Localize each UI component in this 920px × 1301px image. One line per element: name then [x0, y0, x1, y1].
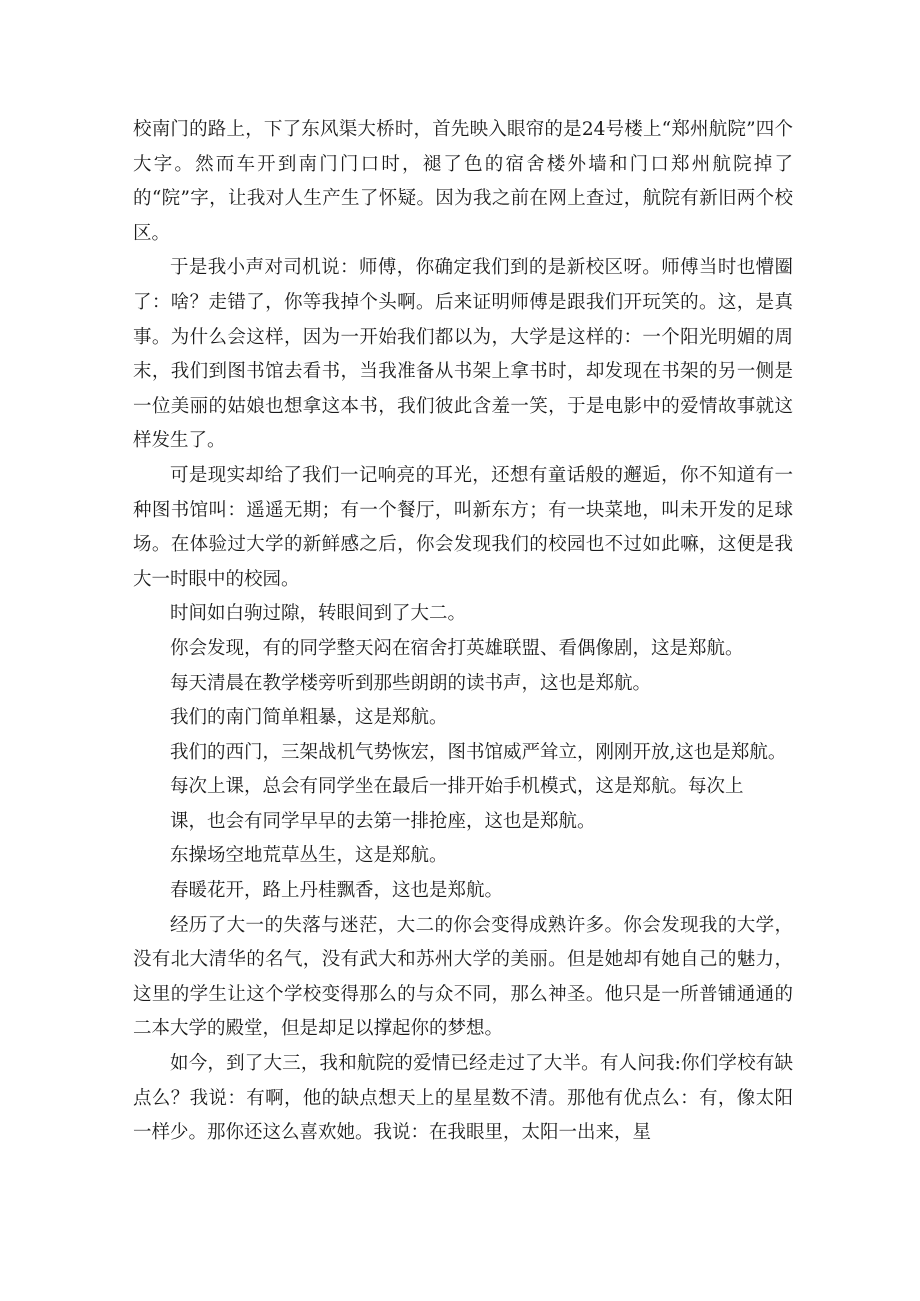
paragraph-5: 你会发现，有的同学整天闷在宿舍打英雄联盟、看偶像剧，这是郑航。 [170, 637, 744, 659]
paragraph-7: 我们的南门简单粗暴，这是郑航。 [170, 707, 448, 729]
paragraph-8: 我们的西门，三架战机气势恢宏，图书馆威严耸立，刚刚开放,这也是郑航。 [170, 741, 787, 763]
paragraph-10: 课，也会有同学早早的去第一排抢座，这也是郑航。 [170, 810, 596, 832]
paragraph-14: 如今，到了大三，我和航院的爱情已经走过了大半。有人问我:你们学校有缺点么？我说：有啊，他的缺点想天上的星星数不清。那他有优点么：有，像太阳一样少。那你还这么喜欢她。我说：在我眼里，太阳一出来，星 [133, 1053, 793, 1144]
paragraph-6: 每天清晨在教学楼旁听到那些朗朗的读书声，这也是郑航。 [170, 672, 652, 694]
paragraph-11: 东操场空地荒草丛生，这是郑航。 [170, 845, 448, 867]
document-body [133, 113, 793, 1151]
paragraph-1: 校南门的路上，下了东风渠大桥时，首先映入眼帘的是24号楼上“郑州航院”四个大字。然而车开到南门门口时，褪了色的宿舍楼外墙和门口郑州航院掉了的“院”字，让我对人生产生了怀疑。因为我之前在网上查过，航院有新旧两个校区。 [133, 119, 793, 244]
paragraph-4: 时间如白驹过隙，转眼间到了大二。 [170, 603, 467, 625]
paragraph-13: 经历了大一的失落与迷茫，大二的你会变得成熟许多。你会发现我的大学，没有北大清华的名气，没有武大和苏州大学的美丽。但是她却有她自己的魅力，这里的学生让这个学校变得那么的与众不同，那么神圣。他只是一所普铺通通的二本大学的殿堂，但是却足以撑起你的梦想。 [133, 914, 793, 1040]
paragraph-2: 于是我小声对司机说：师傅，你确定我们到的是新校区呀。师傅当时也懵圈了：啥？走错了，你等我掉个头啊。后来证明师傅是跟我们开玩笑的。这，是真事。为什么会这样，因为一开始我们都以为，大学是这样的：一个阳光明媚的周末，我们到图书馆去看书，当我准备从书架上拿书时，却发现在书架的另一侧是一位美丽的姑娘也想拿这本书，我们彼此含羞一笑，于是电影中的爱情故事就这样发生了。 [133, 257, 793, 452]
paragraph-9: 每次上课，总会有同学坐在最后一排开始手机模式，这是郑航。每次上 [170, 776, 744, 798]
paragraph-12: 春暖花开，路上丹桂飘香，这也是郑航。 [170, 880, 504, 902]
paragraph-3: 可是现实却给了我们一记响亮的耳光，还想有童话般的邂逅，你不知道有一种图书馆叫：遥遥无期；有一个餐厅，叫新东方；有一块菜地，叫未开发的足球场。在体验过大学的新鲜感之后，你会发现我们的校园也不过如此嘛，这便是我大一时眼中的校园。 [133, 464, 793, 590]
